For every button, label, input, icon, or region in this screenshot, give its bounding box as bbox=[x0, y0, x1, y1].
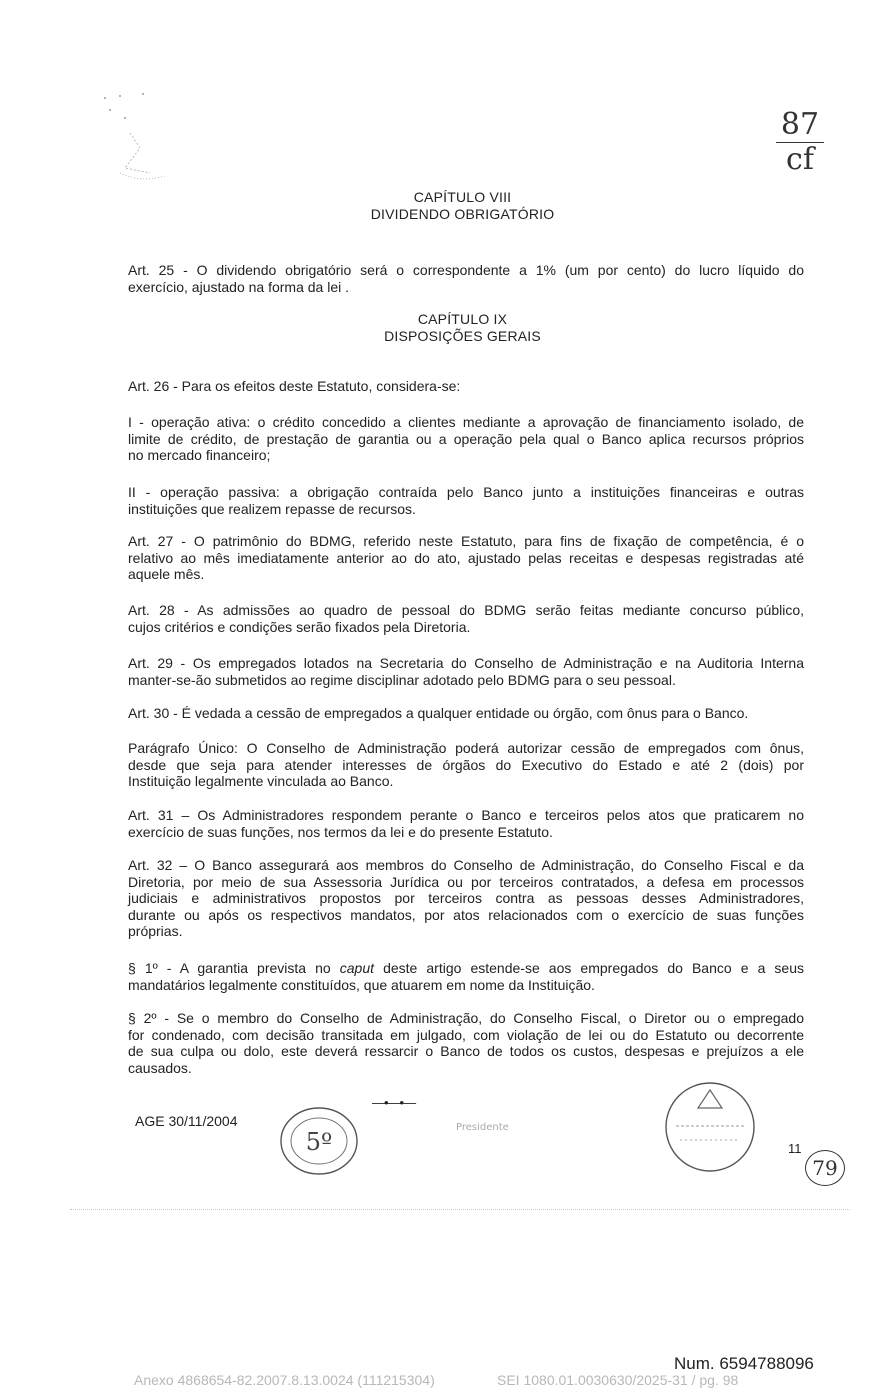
text-line: relativo ao mês imediatamente anterior ao do ato, ajustado pelas receitas e despesas registradas até bbox=[128, 549, 804, 566]
text-line: Art. 32 – O Banco assegurará aos membros do Conselho de Administração, do Conselho Fiscal e da bbox=[128, 857, 804, 873]
text-line: instituições que realizem repasse de recursos. bbox=[128, 500, 416, 517]
text-line: Parágrafo Único: O Conselho de Administração poderá autorizar cessão de empregados com ônus, bbox=[128, 740, 804, 756]
corner-scan-mark bbox=[95, 88, 175, 193]
text-line: Art. 25 - O dividendo obrigatório será o correspondente a 1% (um por cento) do lucro líquido do bbox=[128, 262, 804, 278]
text-line: Art. 30 - É vedada a cessão de empregados a qualquer entidade ou órgão, com ônus para o Banco. bbox=[128, 705, 749, 721]
paragraph-2 bbox=[128, 1010, 804, 1076]
circled-page-number: 79 bbox=[805, 1150, 845, 1186]
item-1 bbox=[128, 414, 804, 464]
chapter-9-title: CAPÍTULO IX bbox=[417, 311, 508, 327]
paragraph-1 bbox=[128, 960, 804, 993]
handwritten-initials: cf bbox=[786, 142, 814, 177]
handwritten-number: 87 bbox=[776, 108, 824, 143]
text-line: mandatários legalmente constituídos, que atuarem em nome da Instituição. bbox=[128, 976, 595, 993]
item-2 bbox=[128, 484, 804, 517]
text-segment: § 1º - A garantia prevista no bbox=[128, 960, 340, 976]
text-line: Art. 31 – Os Administradores respondem perante o Banco e terceiros pelos atos que praticarem no bbox=[128, 807, 804, 823]
art-28 bbox=[128, 602, 804, 635]
chapter-9-heading bbox=[0, 311, 887, 345]
text-line: Art. 26 - Para os efeitos deste Estatuto, considera-se: bbox=[128, 378, 461, 394]
chapter-8-subtitle: DIVIDENDO OBRIGATÓRIO bbox=[370, 206, 555, 222]
text-line: desde que seja para atender interesses de órgãos do Executivo do Estado e até 2 (dois) por bbox=[128, 756, 804, 773]
chapter-9-subtitle: DISPOSIÇÕES GERAIS bbox=[384, 328, 541, 344]
text-line: for condenado, com decisão transitada em julgado, com violação de lei ou do Estatuto ou decorrente bbox=[128, 1026, 804, 1043]
text-line: II - operação passiva: a obrigação contraída pelo Banco junto a instituições financeiras e outras bbox=[128, 484, 804, 500]
text-line: Art. 27 - O patrimônio do BDMG, referido neste Estatuto, para fins de fixação de competência, é o bbox=[128, 533, 804, 549]
signature-caption: Presidente bbox=[456, 1122, 509, 1133]
scan-edge-line bbox=[70, 1209, 850, 1210]
text-line: Art. 29 - Os empregados lotados na Secretaria do Conselho de Administração e na Auditoria Interna bbox=[128, 655, 804, 671]
anexo-reference: Anexo 4868654-82.2007.8.13.0024 (111215304) bbox=[134, 1372, 435, 1388]
text-line: durante ou após os respectivos mandatos, por atos relacionados com o exercício de suas funções bbox=[128, 906, 804, 923]
art-27 bbox=[128, 533, 804, 583]
text-line: próprias. bbox=[128, 923, 183, 939]
text-line: cujos critérios e condições serão fixados pela Diretoria. bbox=[128, 618, 471, 635]
art-29 bbox=[128, 655, 804, 688]
text-line: causados. bbox=[128, 1059, 192, 1076]
chapter-8-title: CAPÍTULO VIII bbox=[413, 189, 512, 205]
chapter-8-heading bbox=[0, 189, 887, 223]
italic-term: caput bbox=[339, 960, 375, 976]
art-25 bbox=[128, 262, 804, 295]
text-line: aquele mês. bbox=[128, 566, 205, 582]
text-line: Diretoria, por meio de sua Assessoria Jurídica ou por terceiros contratados, a defesa em processos bbox=[128, 873, 804, 890]
footer-date: AGE 30/11/2004 bbox=[135, 1113, 238, 1129]
text-line: exercício, ajustado na forma da lei . bbox=[128, 278, 350, 295]
text-line: Art. 28 - As admissões ao quadro de pessoal do BDMG serão feitas mediante concurso público, bbox=[128, 602, 804, 618]
handwritten-page-note bbox=[770, 108, 830, 188]
art-32 bbox=[128, 857, 804, 940]
text-line: manter-se-ão submetidos ao regime disciplinar adotado pelo BDMG para o seu pessoal. bbox=[128, 671, 676, 688]
text-line: exercício de suas funções, nos termos da lei e do presente Estatuto. bbox=[128, 823, 553, 840]
notary-stamp-right bbox=[662, 1080, 758, 1179]
text-line: Instituição legalmente vinculada ao Banco. bbox=[128, 773, 394, 789]
stamp-numeral: 5º bbox=[305, 1128, 333, 1156]
notary-stamp-left bbox=[278, 1105, 360, 1182]
document-num: Num. 6594788096 bbox=[674, 1354, 814, 1373]
art-30 bbox=[128, 705, 804, 722]
text-line: no mercado financeiro; bbox=[128, 447, 271, 463]
art-26 bbox=[128, 378, 804, 395]
sei-reference: SEI 1080.01.0030630/2025-31 / pg. 98 bbox=[497, 1372, 739, 1388]
page-number: 11 bbox=[788, 1141, 802, 1156]
art-31 bbox=[128, 807, 804, 840]
text-line: judiciais e administrativos propostos por terceiros contra as pessoas desses Administradores, bbox=[128, 890, 804, 906]
paragrafo-unico bbox=[128, 740, 804, 790]
text-line: I - operação ativa: o crédito concedido a clientes mediante a aprovação de financiamento isolado, de bbox=[128, 414, 804, 430]
divider-ornament: —•—•— bbox=[372, 1095, 416, 1110]
text-line bbox=[128, 960, 804, 977]
text-segment: deste artigo estende-se aos empregados do Banco e a seus bbox=[374, 960, 804, 976]
text-line: de sua culpa ou dolo, este deverá ressarcir o Banco de todos os custos, despesas e prejuízos a ele bbox=[128, 1043, 804, 1059]
text-line: § 2º - Se o membro do Conselho de Administração, do Conselho Fiscal, o Diretor ou o empregado bbox=[128, 1010, 804, 1026]
text-line: limite de crédito, de prestação de garantia ou a operação pela qual o Banco aplica recursos próprios bbox=[128, 430, 804, 447]
